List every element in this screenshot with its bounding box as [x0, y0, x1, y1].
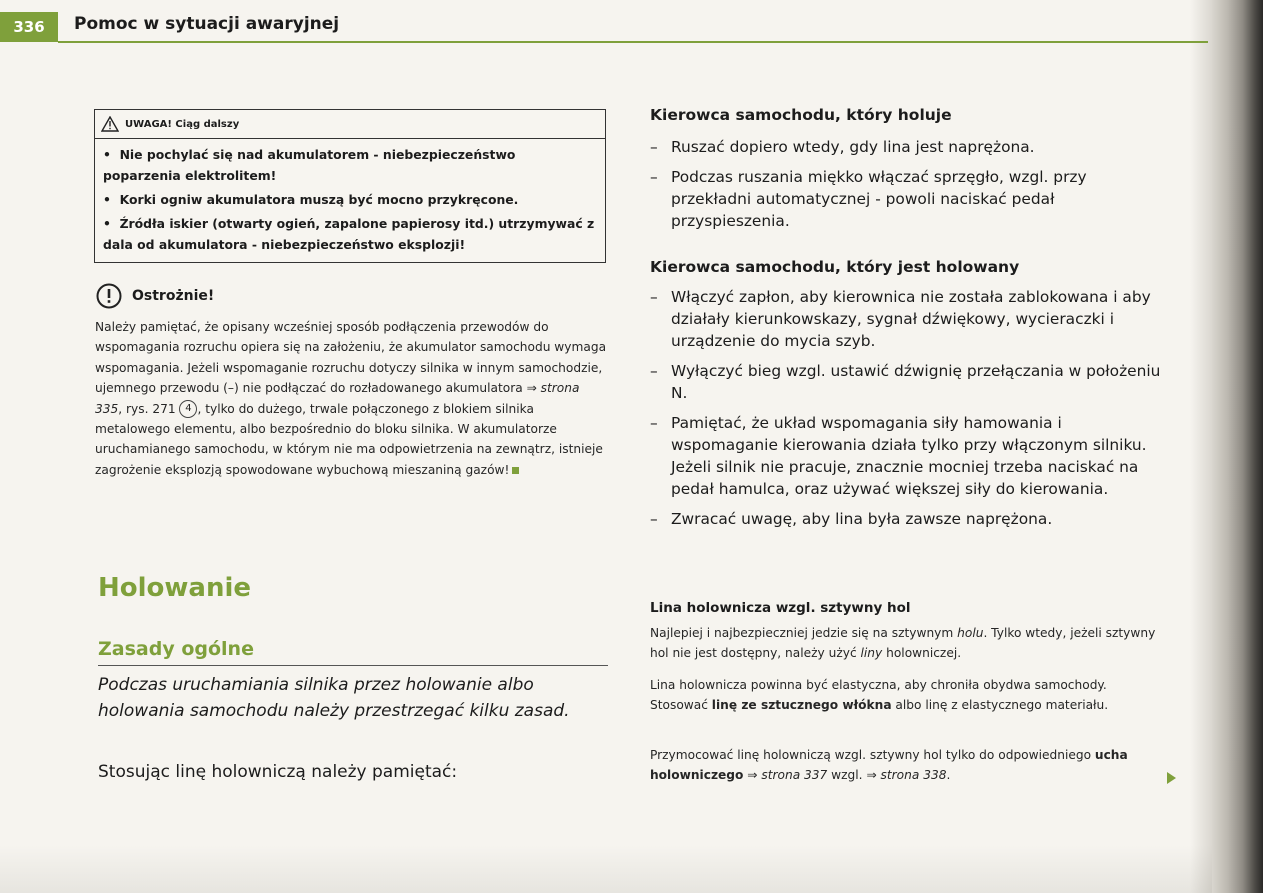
rope-paragraph-2: Lina holownicza powinna być elastyczna, aby chroniła obydwa samochody. Stosować linę ze sztucznego włókna albo linę z elastycznego materiału.	[650, 678, 1109, 712]
towing-driver-heading: Kierowca samochodu, który holuje	[650, 106, 952, 124]
subsection-rule	[98, 665, 608, 666]
section-title: Holowanie	[98, 573, 252, 603]
warning-item: • Źródła iskier (otwarty ogień, zapalone papierosy itd.) utrzymywać z dala od akumulatora - niebezpieczeństwo eksplozji!	[103, 216, 595, 252]
warning-triangle-icon	[101, 116, 119, 132]
notice-body: Należy pamiętać, że opisany wcześniej sposób podłączenia przewodów do wspomagania rozruchu opiera się na założeniu, że akumulator samochodu wymaga wspomagania. Jeżeli wspomaganie rozruchu dotyczy silnika w innym samochodzie, ujemnego przewodu (–) nie podłączać do rozładowanego akumulatora ⇒ strona 335, rys. 271 4 , tylko do dużego, trwale połączonego z blokiem silnika metalowego elementu, albo bezpośrednio do bloku silnika. W akumulatorze uruchamianego samochodu, w którym nie ma odpowietrzenia na zewnątrz, istnieje zagrożenie eksplozją spowodowane wybuchową mieszaniną gazów!	[95, 320, 607, 477]
rope-paragraph-1: Najlepiej i najbezpieczniej jedzie się na sztywnym holu. Tylko wtedy, jeżeli sztywny hol nie jest dostępny, należy użyć liny holowniczej.	[650, 626, 1156, 660]
page-edge-shadow	[1190, 0, 1212, 893]
page-number: 336	[0, 12, 58, 42]
list-item: – Zwracać uwagę, aby lina była zawsze naprężona.	[650, 510, 1053, 528]
caution-icon	[96, 283, 122, 309]
page-ref-link[interactable]: strona 337	[761, 767, 828, 782]
header-rule	[58, 41, 1208, 43]
towed-driver-list	[650, 286, 1165, 538]
page-bottom-shade	[0, 845, 1212, 893]
subsection-title: Zasady ogólne	[98, 638, 254, 660]
continue-arrow-icon	[1167, 772, 1176, 784]
list-item: – Włączyć zapłon, aby kierownica nie została zablokowana i aby działały kierunkowskazy, sygnał dźwiękowy, wycieraczki i urządzenie do mycia szyb.	[650, 288, 1151, 350]
list-item: – Wyłączyć bieg wzgl. ustawić dźwignię przełączania w położeniu N.	[650, 362, 1161, 402]
ref-arrow: ⇒	[526, 381, 537, 396]
page-ref-link[interactable]: strona 338	[880, 767, 947, 782]
figure-callout: 4	[179, 400, 197, 418]
towed-driver-heading: Kierowca samochodu, który jest holowany	[650, 258, 1020, 276]
intro-followup: Stosując linę holowniczą należy pamiętać:	[98, 762, 458, 782]
list-item: – Ruszać dopiero wtedy, gdy lina jest naprężona.	[650, 138, 1035, 156]
list-item: – Podczas ruszania miękko włączać sprzęgło, wzgl. przy przekładni automatycznej - powoli naciskać pedał przyspieszenia.	[650, 168, 1087, 230]
end-marker	[512, 467, 519, 474]
warning-body	[95, 139, 605, 255]
warning-item: • Korki ogniw akumulatora muszą być mocno przykręcone.	[103, 192, 519, 207]
rope-heading: Lina holownicza wzgl. sztywny hol	[650, 600, 911, 616]
warning-title: UWAGA! Ciąg dalszy	[125, 118, 240, 130]
warning-box	[94, 109, 606, 263]
warning-header	[95, 110, 605, 139]
chapter-title: Pomoc w sytuacji awaryjnej	[74, 14, 340, 34]
page-ref-link[interactable]: strona 335	[95, 381, 580, 416]
list-item: – Pamiętać, że układ wspomagania siły hamowania i wspomaganie kierowania działa tylko przy włączonym silniku. Jeżeli silnik nie pracuje, znacznie mocniej trzeba naciskać na pedał hamulca, oraz używać większej siły do kierowania.	[650, 414, 1147, 498]
intro-text: Podczas uruchamiania silnika przez holowanie albo holowania samochodu należy przestrzegać kilku zasad.	[98, 675, 570, 721]
warning-item: • Nie pochylać się nad akumulatorem - niebezpieczeństwo poparzenia elektrolitem!	[103, 147, 516, 183]
rope-paragraph-3: Przymocować linę holowniczą wzgl. sztywny hol tylko do odpowiedniego ucha holowniczego ⇒ strona 337 wzgl. ⇒ strona 338.	[650, 748, 1128, 782]
towing-driver-list	[650, 136, 1165, 240]
notice-title: Ostrożnie!	[132, 288, 215, 304]
book-binding	[1212, 0, 1263, 893]
